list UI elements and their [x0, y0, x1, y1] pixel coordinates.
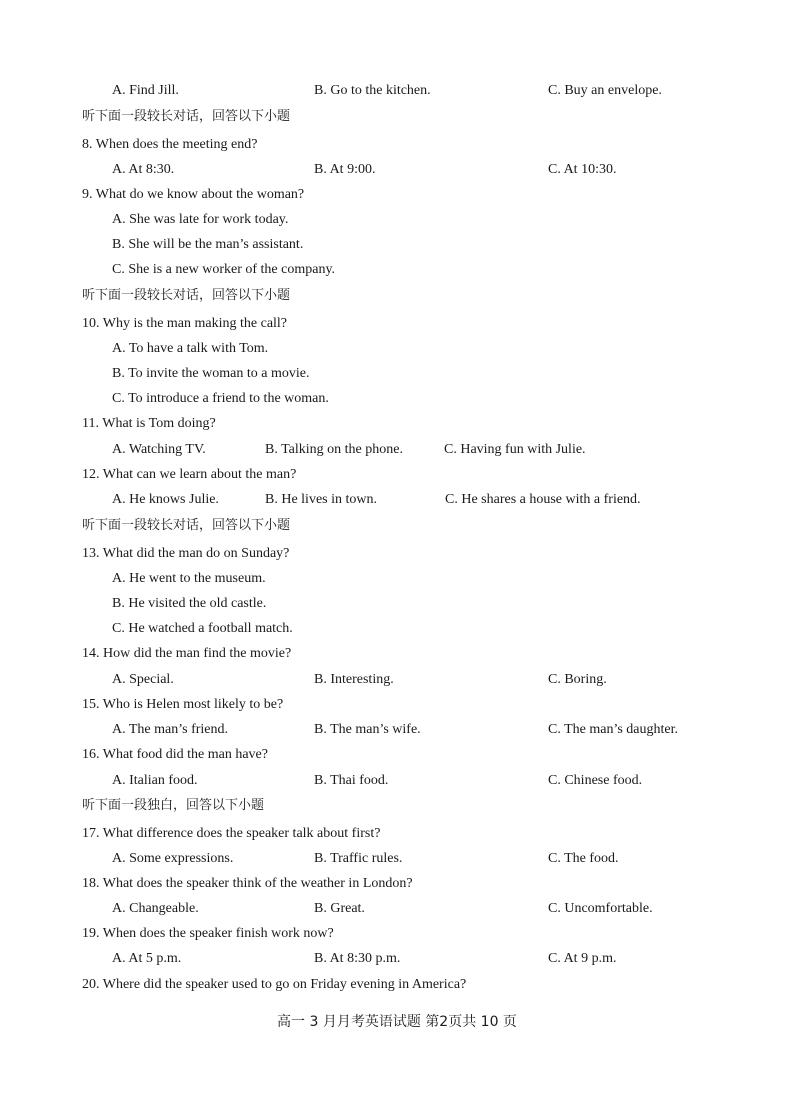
- option-b: B. Traffic rules.: [314, 851, 403, 866]
- option-b: B. Interesting.: [314, 672, 394, 687]
- option-c: C. Chinese food.: [548, 773, 643, 788]
- page-footer: 高一 3 月月考英语试题 第2页共 10 页: [277, 1014, 517, 1030]
- question-stem: 15. Who is Helen most likely to be?: [82, 697, 284, 712]
- option-c: C. At 10:30.: [548, 162, 617, 177]
- option-b: B. Thai food.: [314, 773, 389, 788]
- option-c: C. She is a new worker of the company.: [112, 262, 336, 277]
- option-a: A. Changeable.: [112, 901, 199, 916]
- question-stem: 9. What do we know about the woman?: [82, 187, 305, 202]
- option-c: C. At 9 p.m.: [548, 951, 617, 966]
- question-stem: 8. When does the meeting end?: [82, 137, 258, 152]
- option-a: A. She was late for work today.: [112, 212, 289, 227]
- option-a: A. At 8:30.: [112, 162, 175, 177]
- option-c: C. Having fun with Julie.: [444, 442, 586, 457]
- option-c: C. The food.: [548, 851, 619, 866]
- option-a: A. The man’s friend.: [112, 722, 228, 737]
- option-a: A. Watching TV.: [112, 442, 206, 457]
- question-stem: 11. What is Tom doing?: [82, 416, 216, 431]
- option-c: C. To introduce a friend to the woman.: [112, 391, 329, 406]
- option-a: A. To have a talk with Tom.: [112, 341, 269, 356]
- option-c: C. Boring.: [548, 672, 607, 687]
- section-instruction: 听下面一段较长对话，回答以下小题: [82, 288, 291, 303]
- question-stem: 12. What can we learn about the man?: [82, 467, 297, 482]
- option-c: C. The man’s daughter.: [548, 722, 678, 737]
- q7-option-a: A. Find Jill.: [112, 83, 179, 98]
- option-b: B. The man’s wife.: [314, 722, 421, 737]
- option-a: A. He knows Julie.: [112, 492, 219, 507]
- option-b: B. He lives in town.: [265, 492, 377, 507]
- question-stem: 20. Where did the speaker used to go on Friday evening in America?: [82, 977, 467, 992]
- option-c: C. He shares a house with a friend.: [445, 492, 641, 507]
- option-b: B. Great.: [314, 901, 365, 916]
- q7-option-c: C. Buy an envelope.: [548, 83, 662, 98]
- option-a: A. At 5 p.m.: [112, 951, 182, 966]
- option-b: B. To invite the woman to a movie.: [112, 366, 310, 381]
- option-b: B. Talking on the phone.: [265, 442, 403, 457]
- option-a: A. He went to the museum.: [112, 571, 266, 586]
- section-instruction: 听下面一段独白，回答以下小题: [82, 798, 265, 813]
- section-instruction: 听下面一段较长对话，回答以下小题: [82, 518, 291, 533]
- section-instruction: 听下面一段较长对话，回答以下小题: [82, 109, 291, 124]
- option-a: A. Italian food.: [112, 773, 198, 788]
- option-b: B. She will be the man’s assistant.: [112, 237, 304, 252]
- option-a: A. Some expressions.: [112, 851, 234, 866]
- question-stem: 10. Why is the man making the call?: [82, 316, 288, 331]
- question-stem: 14. How did the man find the movie?: [82, 646, 292, 661]
- q7-option-b: B. Go to the kitchen.: [314, 83, 431, 98]
- option-c: C. Uncomfortable.: [548, 901, 653, 916]
- question-stem: 13. What did the man do on Sunday?: [82, 546, 290, 561]
- option-b: B. At 8:30 p.m.: [314, 951, 401, 966]
- question-stem: 19. When does the speaker finish work now?: [82, 926, 334, 941]
- question-stem: 17. What difference does the speaker talk about first?: [82, 826, 381, 841]
- option-c: C. He watched a football match.: [112, 621, 293, 636]
- option-a: A. Special.: [112, 672, 174, 687]
- question-stem: 16. What food did the man have?: [82, 747, 268, 762]
- option-b: B. He visited the old castle.: [112, 596, 267, 611]
- option-b: B. At 9:00.: [314, 162, 376, 177]
- question-stem: 18. What does the speaker think of the weather in London?: [82, 876, 413, 891]
